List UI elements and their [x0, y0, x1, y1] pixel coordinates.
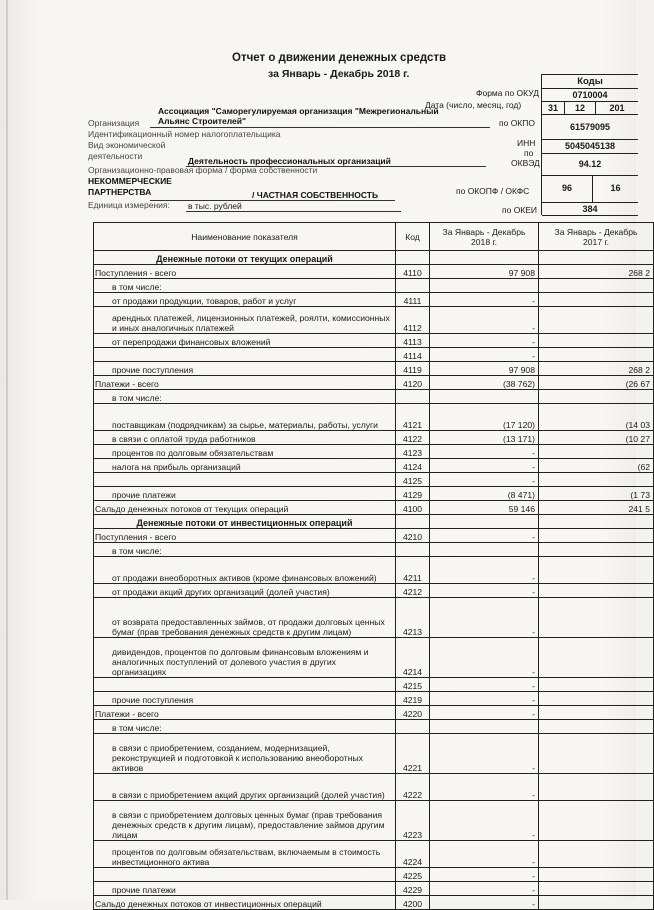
row-value-2017: [539, 543, 654, 557]
row-name: в том числе:: [94, 390, 396, 404]
row-name: процентов по долговым обязательствам: [94, 445, 396, 459]
row-value-2018: -: [430, 348, 539, 362]
table-row: [94, 678, 654, 692]
row-code: 4200: [396, 896, 430, 910]
row-value-2018: 97 908: [430, 362, 539, 376]
date-day: 31: [542, 102, 565, 114]
column-header-name: Наименование показателя: [94, 223, 396, 251]
table-row: [94, 515, 654, 529]
report-period: за Январь - Декабрь 2018 г.: [268, 68, 410, 80]
row-name: в том числе:: [94, 720, 396, 734]
table-row: [94, 279, 654, 293]
row-value-2017: [539, 638, 654, 678]
row-value-2018: -: [430, 473, 539, 487]
row-value-2018: -: [430, 734, 539, 774]
activity-value: Деятельность профессиональных организаций: [188, 156, 391, 166]
row-code: 4225: [396, 868, 430, 882]
row-code: 4214: [396, 638, 430, 678]
table-row: [94, 362, 654, 376]
row-value-2018: [430, 390, 539, 404]
row-value-2017: 241 5: [539, 501, 654, 515]
row-name: Платежи - всего: [94, 376, 396, 390]
table-row: [94, 473, 654, 487]
okpo-label: по ОКПО: [499, 118, 535, 128]
org-name-line-1: Ассоциация "Саморегулируемая организация "Межрегиональный: [158, 106, 439, 116]
row-value-2017: [539, 307, 654, 334]
row-value-2018: [430, 279, 539, 293]
row-value-2017: [539, 390, 654, 404]
row-value-2017: (26 67: [539, 376, 654, 390]
row-name: [94, 678, 396, 692]
row-name: Денежные потоки от текущих операций: [94, 251, 396, 265]
table-row: [94, 706, 654, 720]
row-value-2017: 268 2: [539, 265, 654, 279]
row-value-2018: -: [430, 678, 539, 692]
column-header-2017-line-1: За Январь - Декабрь: [554, 226, 638, 237]
row-value-2018: -: [430, 334, 539, 348]
table-row: [94, 598, 654, 638]
table-row: [94, 841, 654, 868]
row-name: прочие платежи: [94, 487, 396, 501]
row-value-2018: -: [430, 584, 539, 598]
table-row: [94, 459, 654, 473]
row-value-2018: [430, 720, 539, 734]
row-value-2018: -: [430, 445, 539, 459]
row-name: в связи с приобретением акций других организаций (долей участия): [94, 774, 396, 801]
table-row: [94, 868, 654, 882]
inn-code: 5045045138: [542, 140, 638, 154]
row-value-2018: -: [430, 841, 539, 868]
row-value-2018: -: [430, 896, 539, 910]
row-code: 4221: [396, 734, 430, 774]
row-code: 4213: [396, 598, 430, 638]
row-name: в связи с приобретением, созданием, модернизацией, реконструкцией и подготовкой к использованию внеоборотных активов: [94, 734, 396, 774]
row-value-2017: (62: [539, 459, 654, 473]
column-header-code: Код: [396, 223, 430, 251]
row-value-2017: [539, 529, 654, 543]
row-code: [396, 543, 430, 557]
row-value-2018: -: [430, 868, 539, 882]
row-code: [396, 720, 430, 734]
column-header-2018-line-2: 2018 г.: [471, 236, 497, 247]
table-row: [94, 896, 654, 910]
row-code: 4220: [396, 706, 430, 720]
table-row: [94, 734, 654, 774]
row-value-2018: -: [430, 459, 539, 473]
table-header-row: [94, 223, 654, 251]
row-value-2017: [539, 706, 654, 720]
table-row: [94, 501, 654, 515]
table-row: [94, 404, 654, 431]
okfs-code: 16: [610, 183, 621, 193]
row-value-2018: -: [430, 882, 539, 896]
row-name: прочие поступления: [94, 692, 396, 706]
date-year: 201: [609, 103, 625, 113]
okved-label-2: ОКВЭД: [511, 158, 540, 168]
codes-box: [541, 74, 638, 215]
row-name: арендных платежей, лицензионных платежей, роялти, комиссионных и иных аналогичных платежей: [94, 307, 396, 334]
ownership-underline: [150, 200, 395, 201]
row-value-2017: [539, 692, 654, 706]
row-code: 4111: [396, 293, 430, 307]
table-row: [94, 584, 654, 598]
row-code: 4121: [396, 404, 430, 431]
row-name: [94, 868, 396, 882]
row-code: 4100: [396, 501, 430, 515]
row-value-2018: [430, 251, 539, 265]
row-value-2018: -: [430, 638, 539, 678]
inn-caption: Идентификационный номер налогоплательщика: [88, 129, 281, 139]
row-value-2017: [539, 801, 654, 841]
row-value-2017: (1 73: [539, 487, 654, 501]
row-code: 4124: [396, 459, 430, 473]
table-row: [94, 348, 654, 362]
column-header-2018-line-1: За Январь - Декабрь: [442, 226, 526, 237]
table-row: [94, 882, 654, 896]
row-value-2018: -: [430, 529, 539, 543]
table-row: [94, 251, 654, 265]
row-value-2018: -: [430, 774, 539, 801]
row-code: 4222: [396, 774, 430, 801]
row-name: от возврата предоставленных займов, от продажи долговых ценных бумаг (прав требования денежных средств к другим лицам): [94, 598, 396, 638]
table-row: [94, 376, 654, 390]
table-row: [94, 265, 654, 279]
row-name: прочие поступления: [94, 362, 396, 376]
table-row: [94, 334, 654, 348]
row-value-2018: (17 120): [430, 404, 539, 431]
row-value-2017: [539, 473, 654, 487]
column-header-2017-line-2: 2017 г.: [583, 236, 609, 247]
row-value-2017: [539, 348, 654, 362]
row-name: Поступления - всего: [94, 529, 396, 543]
unit-value: в тыс. рублей: [188, 201, 242, 211]
row-name: от продажи внеоборотных активов (кроме финансовых вложений): [94, 557, 396, 584]
row-value-2018: (8 471): [430, 487, 539, 501]
ownership-value: / ЧАСТНАЯ СОБСТВЕННОСТЬ: [252, 190, 379, 200]
inn-label: ИНН: [517, 138, 536, 148]
row-name: Денежные потоки от инвестиционных операций: [94, 515, 396, 529]
row-code: 4229: [396, 882, 430, 896]
row-code: 4110: [396, 265, 430, 279]
row-name: прочие платежи: [94, 882, 396, 896]
row-code: 4215: [396, 678, 430, 692]
row-code: 4112: [396, 307, 430, 334]
row-value-2017: [539, 882, 654, 896]
row-value-2018: -: [430, 307, 539, 334]
row-name: процентов по долговым обязательствам, включаемым в стоимость инвестиционного актива: [94, 841, 396, 868]
table-row: [94, 720, 654, 734]
org-label: Организация: [88, 118, 140, 128]
okei-label: по ОКЕИ: [502, 205, 538, 215]
row-value-2018: -: [430, 293, 539, 307]
row-value-2017: [539, 598, 654, 638]
row-name: поставщикам (подрядчикам) за сырье, материалы, работы, услуги: [94, 404, 396, 431]
row-code: 4210: [396, 529, 430, 543]
okopf-label: по ОКОПФ / ОКФС: [456, 186, 530, 196]
row-value-2018: (13 171): [430, 431, 539, 445]
row-code: [396, 279, 430, 293]
row-name: Поступления - всего: [94, 265, 396, 279]
row-value-2017: 268 2: [539, 362, 654, 376]
row-value-2017: [539, 774, 654, 801]
cash-flow-table: [93, 222, 654, 910]
row-value-2017: [539, 678, 654, 692]
report-title: Отчет о движении денежных средств: [232, 52, 447, 64]
row-value-2018: [430, 543, 539, 557]
okved-label-1: по: [524, 148, 534, 158]
unit-underline: [186, 211, 401, 212]
table-row: [94, 774, 654, 801]
okved-code: 94.12: [542, 154, 638, 176]
row-value-2018: -: [430, 692, 539, 706]
row-value-2017: (14 03: [539, 404, 654, 431]
row-code: [396, 390, 430, 404]
table-row: [94, 431, 654, 445]
row-value-2018: -: [430, 598, 539, 638]
row-value-2018: [430, 515, 539, 529]
okpo-code: 61579095: [542, 115, 638, 140]
row-value-2018: -: [430, 706, 539, 720]
row-value-2018: (38 762): [430, 376, 539, 390]
row-code: 4223: [396, 801, 430, 841]
row-value-2017: [539, 445, 654, 459]
table-row: [94, 445, 654, 459]
row-value-2017: [539, 279, 654, 293]
row-value-2018: 97 908: [430, 265, 539, 279]
row-code: [396, 515, 430, 529]
table-row: [94, 529, 654, 543]
row-value-2018: 59 146: [430, 501, 539, 515]
row-value-2017: [539, 734, 654, 774]
column-header-2017: [539, 223, 654, 251]
okopf-okfs-cell: [542, 176, 638, 203]
row-code: 4224: [396, 841, 430, 868]
table-row: [94, 293, 654, 307]
row-code: 4120: [396, 376, 430, 390]
row-name: в связи с оплатой труда работников: [94, 431, 396, 445]
table-row: [94, 487, 654, 501]
date-month: 12: [565, 102, 596, 114]
row-value-2018: -: [430, 801, 539, 841]
org-underline: [150, 127, 490, 128]
legal-form-line-1: НЕКОММЕРЧЕСКИЕ: [88, 176, 172, 186]
row-value-2017: [539, 557, 654, 584]
row-code: 4211: [396, 557, 430, 584]
legal-form-line-2: ПАРТНЕРСТВА: [88, 187, 152, 197]
row-code: 4119: [396, 362, 430, 376]
row-name: Сальдо денежных потоков от инвестиционных операций: [94, 896, 396, 910]
table-row: [94, 638, 654, 678]
row-name: от продажи акций других организаций (долей участия): [94, 584, 396, 598]
row-value-2017: [539, 868, 654, 882]
row-value-2017: [539, 251, 654, 265]
row-code: [396, 251, 430, 265]
table-row: [94, 692, 654, 706]
row-name: в том числе:: [94, 279, 396, 293]
row-code: 4123: [396, 445, 430, 459]
table-row: [94, 390, 654, 404]
row-name: от продажи продукции, товаров, работ и услуг: [94, 293, 396, 307]
row-code: 4219: [396, 692, 430, 706]
row-value-2018: -: [430, 557, 539, 584]
okud-label: Форма по ОКУД: [476, 88, 539, 98]
okud-code: 0710004: [542, 89, 638, 102]
row-name: в том числе:: [94, 543, 396, 557]
table-row: [94, 557, 654, 584]
row-name: дивидендов, процентов по долговым финансовым вложениям и аналогичных поступлений от долевого участия в других организациях: [94, 638, 396, 678]
row-value-2017: [539, 896, 654, 910]
row-name: Платежи - всего: [94, 706, 396, 720]
row-code: 4113: [396, 334, 430, 348]
row-value-2017: [539, 515, 654, 529]
row-name: Сальдо денежных потоков от текущих операций: [94, 501, 396, 515]
row-name: налога на прибыль организаций: [94, 459, 396, 473]
column-header-2018: [430, 223, 539, 251]
row-code: 4212: [396, 584, 430, 598]
row-value-2017: (10 27: [539, 431, 654, 445]
binding-edge: [6, 0, 8, 900]
org-name-line-2: Альянс Строителей": [158, 116, 247, 126]
unit-caption: Единица измерения:: [88, 200, 170, 210]
table-row: [94, 307, 654, 334]
legal-form-caption: Организационно-правовая форма / форма собственности: [88, 165, 318, 175]
row-code: 4125: [396, 473, 430, 487]
row-code: 4129: [396, 487, 430, 501]
row-value-2017: [539, 334, 654, 348]
table-row: [94, 543, 654, 557]
row-code: 4114: [396, 348, 430, 362]
activity-caption-1: Вид экономической: [88, 140, 166, 150]
row-value-2017: [539, 720, 654, 734]
row-name: [94, 473, 396, 487]
activity-caption-2: деятельности: [88, 151, 143, 161]
row-value-2017: [539, 841, 654, 868]
date-label: Дата (число, месяц, год): [425, 100, 522, 110]
codes-heading: Коды: [542, 75, 638, 89]
table-row: [94, 801, 654, 841]
date-cell: [542, 102, 638, 115]
row-value-2017: [539, 584, 654, 598]
row-name: в связи с приобретением долговых ценных бумаг (прав требования денежных средств к другим лицам), предоставление займов другим лицам: [94, 801, 396, 841]
row-name: [94, 348, 396, 362]
row-name: от перепродажи финансовых вложений: [94, 334, 396, 348]
row-value-2017: [539, 293, 654, 307]
okopf-code: 96: [542, 176, 593, 202]
okei-code: 384: [542, 203, 638, 216]
row-code: 4122: [396, 431, 430, 445]
